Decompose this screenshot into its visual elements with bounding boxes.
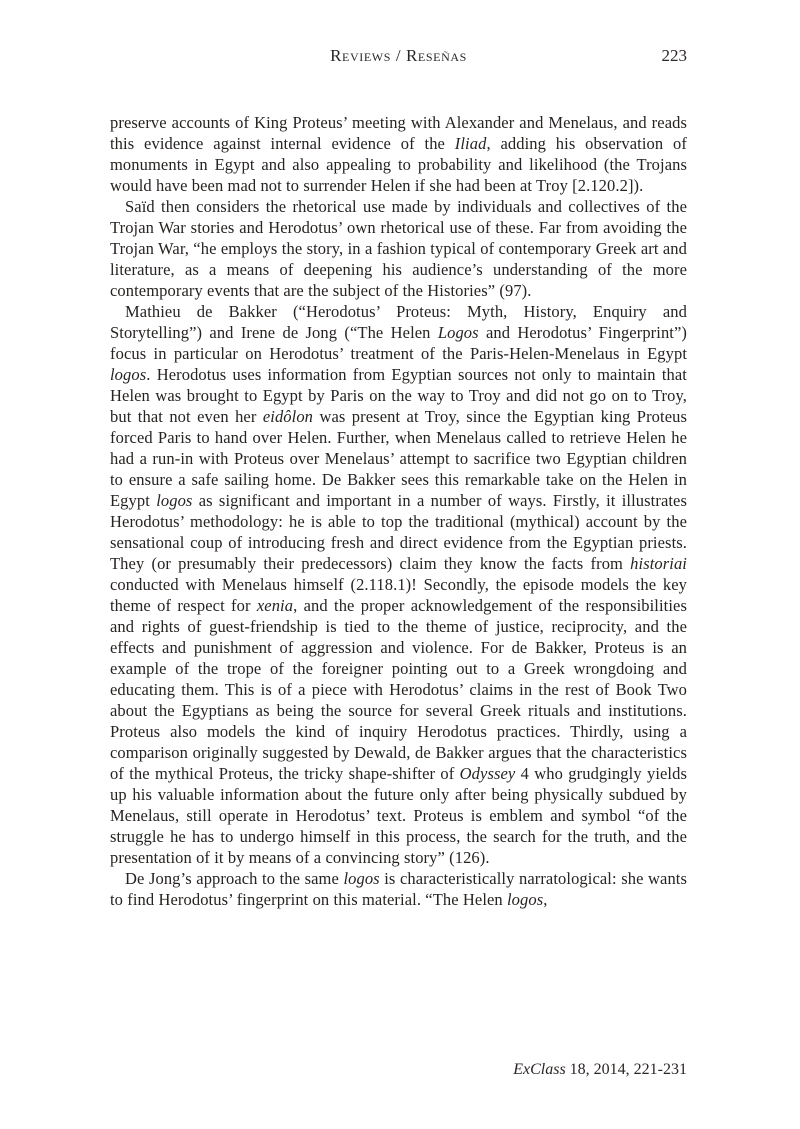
- paragraph-2: Saïd then considers the rhetorical use made by individuals and collectives of the Trojan War stories and Herodotus’ own rhetorical use of these. Far from avoiding the Trojan War, “he employs the story, in a fashion typical of contemporary Greek art and literature, as a means of deepening his audience’s understanding of the more contemporary events that are the subject of the Histories” (97).: [110, 197, 687, 300]
- paragraph-4: De Jong’s approach to the same logos is characteristically narratological: she wants to find Herodotus’ fingerprint on this material. “The Helen logos,: [110, 869, 688, 909]
- body-text: [110, 112, 687, 910]
- paragraph-1: preserve accounts of King Proteus’ meeting with Alexander and Menelaus, and reads this evidence against internal evidence of the Iliad, adding his observation of monuments in Egypt and also appealing to probability and likelihood (the Trojans would have been mad not to surrender Helen if she had been at Troy [2.120.2]).: [110, 113, 687, 195]
- running-head: Reviews / Reseñas: [330, 46, 467, 65]
- journal-citation: ExClass 18, 2014, 221-231: [513, 1061, 687, 1078]
- page-header: [110, 46, 687, 68]
- page-number: 223: [661, 46, 687, 65]
- paragraph-3: Mathieu de Bakker (“Herodotus’ Proteus: Myth, History, Enquiry and Storytelling”) and Irene de Jong (“The Helen Logos and Herodotus’ Fingerprint”) focus in particular on Herodotus’ treatment of the Paris-Helen-Menelaus in Egypt logos. Herodotus uses information from Egyptian sources not only to maintain that Helen was brought to Egypt by Paris on the way to Troy and did not go on to Troy, but that not even her eidôlon was present at Troy, since the Egyptian king Proteus forced Paris to hand over Helen. Further, when Menelaus called to retrieve Helen he had a run-in with Proteus over Menelaus’ attempt to sacrifice two Egyptian children to ensure a safe sailing home. De Bakker sees this remarkable take on the Helen in Egypt logos as significant and important in a number of ways. Firstly, it illustrates Herodotus’ methodology: he is able to top the traditional (mythical) account by the sensational coup of introducing fresh and direct evidence from the Egyptian priests. They (or presumably their predecessors) claim they know the facts from historiai conducted with Menelaus himself (2.118.1)! Secondly, the episode models the key theme of respect for xenia, and the proper acknowledgement of the responsibilities and rights of guest-friendship is tied to the theme of justice, reciprocity, and the effects and punishment of aggression and violence. For de Bakker, Proteus is an example of the trope of the foreigner pointing out to a Greek wrongdoing and educating them. This is of a piece with Herodotus’ claims in the rest of Book Two about the Egyptians as being the source for several Greek rituals and institutions. Proteus also models the kind of inquiry Herodotus practices. Thirdly, using a comparison originally suggested by Dewald, de Bakker argues that the characteristics of the mythical Proteus, the tricky shape-shifter of Odyssey 4 who grudgingly yields up his valuable information about the future only after being physically subdued by Menelaus, still operate in Herodotus’ text. Proteus is emblem and symbol “of the struggle he has to undergo himself in this process, the search for the truth, and the presentation of it by means of a convincing story” (126).: [110, 302, 687, 867]
- page-footer: [110, 1061, 687, 1079]
